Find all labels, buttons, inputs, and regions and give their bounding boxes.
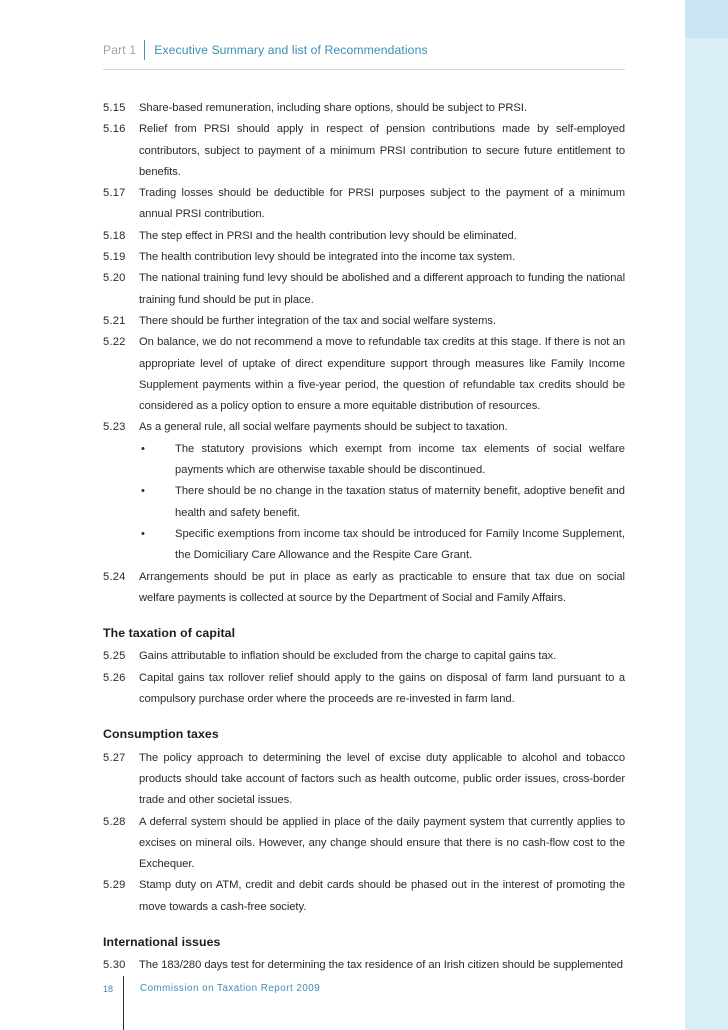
- recommendation-number: 5.27: [103, 751, 126, 764]
- recommendation-text: The health contribution levy should be integrated into the income tax system.: [139, 251, 516, 264]
- recommendation-text: On balance, we do not recommend a move to refundable tax credits at this stage. If there is not an appropriate level of uptake of direct expenditure support through measures like Family Income Supplement payments within a five-year period, the question of refundable tax credits should be considered as a policy option to ensure a more equitable distribution of resources.: [139, 336, 625, 413]
- recommendation-number: 5.15: [103, 102, 126, 114]
- recommendation-number: 5.17: [103, 187, 126, 200]
- recommendation-text: Relief from PRSI should apply in respect of pension contributions made by self-employed contributors, subject to payment of a minimum PRSI contribution to secure future entitlement to benefits.: [139, 123, 625, 178]
- page-number: 18: [103, 984, 114, 994]
- recommendation-number: 5.19: [103, 251, 126, 264]
- recommendation-number: 5.29: [103, 879, 126, 892]
- recommendation-5-16: [103, 119, 625, 183]
- bullet-item: [139, 524, 625, 567]
- recommendation-number: 5.18: [103, 229, 126, 242]
- recommendation-number: 5.24: [103, 570, 126, 583]
- bullet-item: [139, 481, 625, 524]
- recommendation-text: Capital gains tax rollover relief should apply to the gains on disposal of farm land pursuant to a compulsory purchase order where the proceeds are re-invested in farm land.: [139, 671, 625, 706]
- recommendation-5-22: [103, 332, 625, 417]
- recommendation-text: Gains attributable to inflation should be excluded from the charge to capital gains tax.: [139, 650, 557, 663]
- bullet-icon: •: [141, 442, 145, 455]
- recommendation-number: 5.23: [103, 421, 126, 434]
- bullet-text: Specific exemptions from income tax should be introduced for Family Income Supplement, the Domiciliary Care Allowance and the Respite Care Grant.: [175, 527, 625, 562]
- recommendation-number: 5.22: [103, 336, 126, 349]
- header-rule: [103, 69, 625, 70]
- recommendation-text: There should be further integration of the tax and social welfare systems.: [139, 314, 496, 327]
- recommendation-text: Share-based remuneration, including share options, should be subject to PRSI.: [139, 102, 527, 114]
- recommendation-number: 5.25: [103, 650, 126, 663]
- side-color-band: [685, 0, 728, 1030]
- recommendation-5-15: [103, 98, 625, 119]
- recommendation-5-25: [103, 646, 625, 667]
- bullet-icon: •: [141, 527, 145, 540]
- recommendation-text: The step effect in PRSI and the health contribution levy should be eliminated.: [139, 229, 517, 242]
- bullet-text: There should be no change in the taxation status of maternity benefit, adoptive benefit and health and safety benefit.: [175, 485, 625, 519]
- recommendation-5-28: [103, 812, 625, 876]
- footer-report-title: Commission on Taxation Report 2009: [140, 983, 321, 994]
- recommendation-number: 5.16: [103, 123, 126, 136]
- header-title: Executive Summary and list of Recommendations: [154, 43, 428, 57]
- bullet-icon: •: [141, 485, 145, 498]
- recommendation-text: Arrangements should be put in place as early as practicable to ensure that tax due on social welfare payments is collected at source by the Department of Social and Family Affairs.: [139, 570, 625, 604]
- recommendation-5-20: [103, 268, 625, 311]
- recommendation-number: 5.20: [103, 272, 126, 285]
- recommendation-number: 5.21: [103, 314, 126, 327]
- recommendation-5-24: [103, 567, 625, 610]
- recommendation-5-18: [103, 226, 625, 247]
- recommendation-number: 5.30: [103, 959, 126, 972]
- recommendation-5-21: [103, 311, 625, 332]
- recommendation-text: A deferral system should be applied in place of the daily payment system that currently applies to excises on mineral oils. However, any change should ensure that there is no cash-flow cost to the Exchequer.: [139, 815, 625, 871]
- recommendation-5-30: [103, 955, 625, 976]
- recommendation-5-26: [103, 668, 625, 711]
- recommendation-text: Trading losses should be deductible for PRSI purposes subject to the payment of a minimum annual PRSI contribution.: [139, 187, 625, 221]
- recommendation-text: Stamp duty on ATM, credit and debit cards should be phased out in the interest of promoting the move towards a cash-free society.: [139, 879, 625, 913]
- recommendation-number: 5.26: [103, 671, 126, 684]
- recommendation-text: The policy approach to determining the level of excise duty applicable to alcohol and tobacco products should take account of factors such as health outcome, public order issues, cross-border trade and other societal issues.: [139, 751, 625, 807]
- recommendation-text: The national training fund levy should be abolished and a different approach to funding the national training fund should be put in place.: [139, 272, 625, 306]
- header-part-label: Part 1: [103, 43, 137, 57]
- header-divider: [144, 40, 145, 60]
- running-header: [103, 40, 428, 60]
- section-heading-capital: The taxation of capital: [103, 626, 236, 641]
- section-heading-consumption: Consumption taxes: [103, 727, 219, 742]
- recommendation-5-17: [103, 183, 625, 226]
- section-heading-international: International issues: [103, 934, 221, 949]
- recommendation-5-23: [103, 417, 625, 438]
- recommendation-text: As a general rule, all social welfare payments should be subject to taxation.: [139, 421, 508, 434]
- recommendation-text: The 183/280 days test for determining the tax residence of an Irish citizen should be supplemented: [139, 959, 623, 972]
- bullet-item: [139, 439, 625, 482]
- recommendation-5-27: [103, 748, 625, 812]
- side-color-band-top: [685, 0, 728, 38]
- recommendation-5-29: [103, 875, 625, 918]
- recommendations-body: [103, 98, 625, 977]
- footer-divider: [123, 976, 124, 1030]
- bullet-text: The statutory provisions which exempt from income tax elements of social welfare payments which are otherwise taxable should be discontinued.: [175, 442, 625, 477]
- recommendation-5-19: [103, 247, 625, 268]
- bullet-list-5-23: [139, 439, 625, 567]
- recommendation-number: 5.28: [103, 815, 126, 828]
